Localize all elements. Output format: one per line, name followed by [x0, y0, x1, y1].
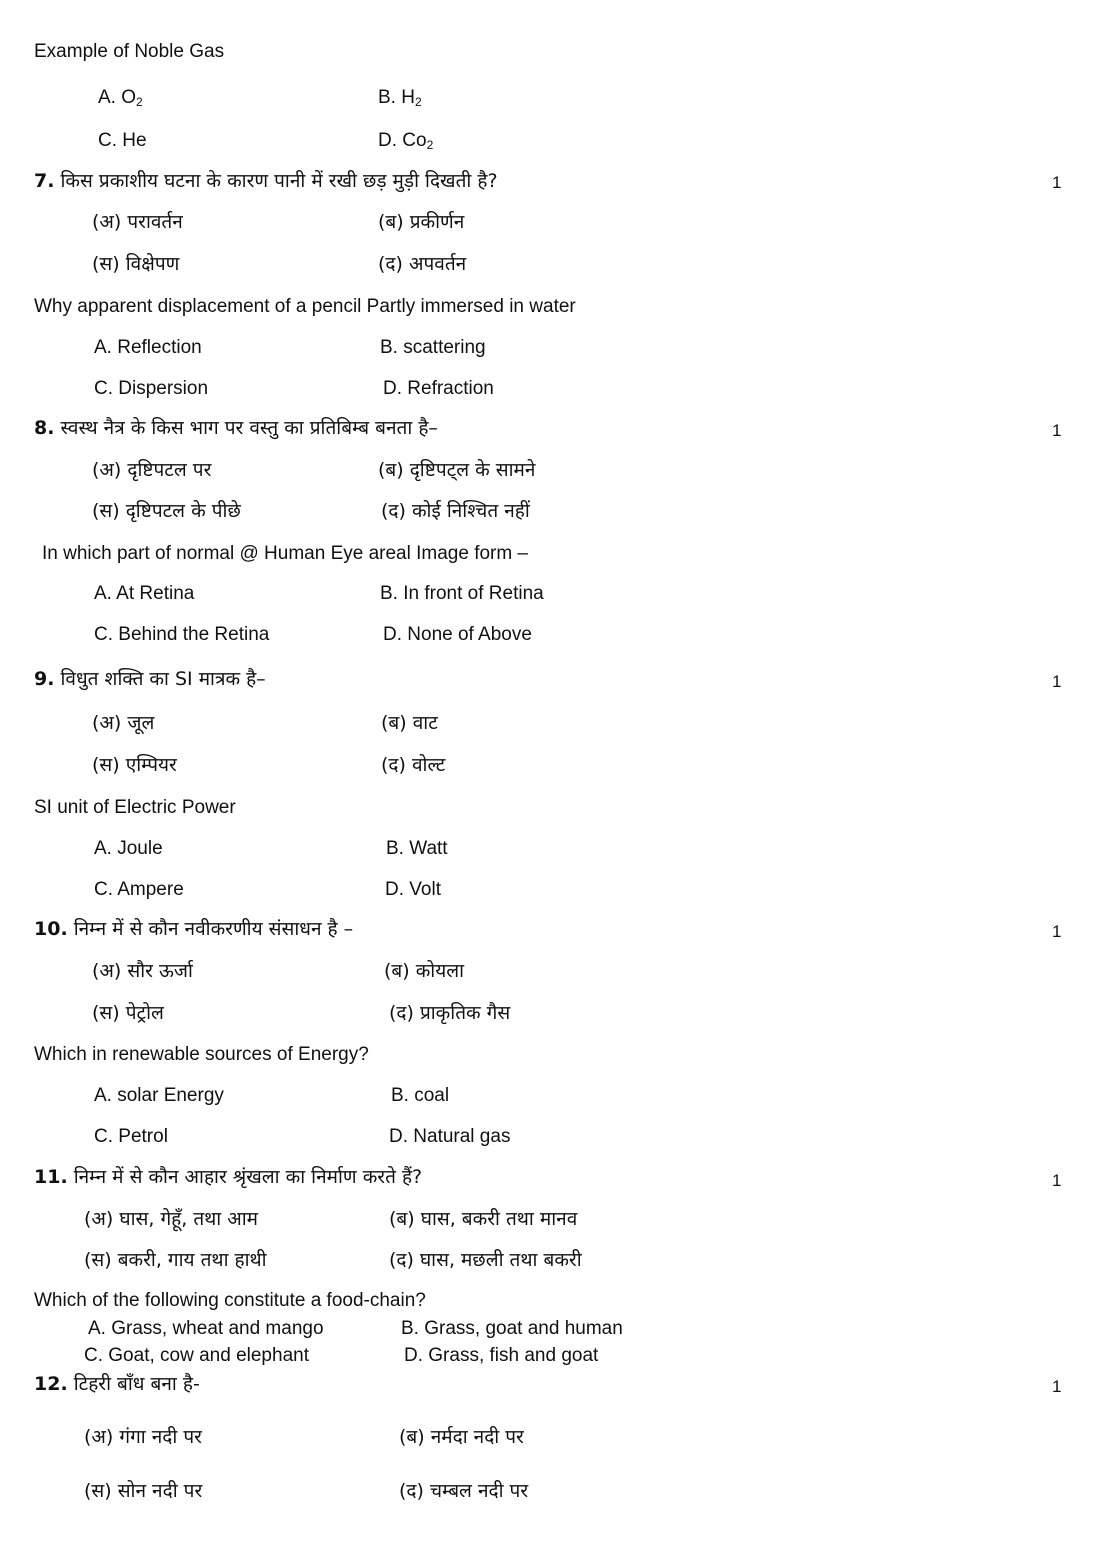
option-a: A. Grass, wheat and mango — [88, 1318, 324, 1339]
question-11-english: Which of the following constitute a food-chain? — [34, 1290, 426, 1311]
option-c: C. Petrol — [94, 1126, 168, 1147]
hindi-option-c: (स) एम्पियर — [92, 754, 177, 776]
option-a: A. At Retina — [94, 583, 195, 604]
hindi-option-c: (स) पेट्रोल — [92, 1002, 164, 1024]
question-7-english: Why apparent displacement of a pencil Partly immersed in water — [34, 296, 576, 317]
hindi-option-c: (स) सोन नदी पर — [84, 1480, 203, 1502]
option-b: B. coal — [391, 1085, 450, 1106]
option-d: D. Natural gas — [389, 1126, 511, 1147]
hindi-option-d: (द) चम्बल नदी पर — [399, 1480, 529, 1502]
option-c: C. Behind the Retina — [94, 624, 270, 645]
option-b: B. Grass, goat and human — [401, 1318, 623, 1339]
question-8-english: In which part of normal @ Human Eye areal Image form – — [42, 543, 529, 564]
option-d: D. Refraction — [383, 378, 494, 399]
question-10-english: Which in renewable sources of Energy? — [34, 1044, 369, 1065]
option-a: A. Joule — [94, 838, 163, 859]
option-b: B. Watt — [386, 838, 448, 859]
hindi-option-a: (अ) दृष्टिपटल पर — [92, 459, 212, 481]
question-6-english: Example of Noble Gas — [34, 41, 225, 62]
option-d: D. $Co_2$ — [378, 130, 434, 152]
option-d: D. Grass, fish and goat — [404, 1345, 599, 1366]
option-a: A. $O_2$ — [98, 87, 143, 109]
marks: 1 — [1052, 1377, 1062, 1396]
hindi-option-c: (स) बकरी, गाय तथा हाथी — [84, 1249, 267, 1271]
hindi-option-d: (द) घास, मछली तथा बकरी — [389, 1249, 582, 1271]
option-a: A. solar Energy — [94, 1085, 224, 1106]
hindi-option-c: (स) दृष्टिपटल के पीछे — [92, 500, 241, 522]
hindi-option-d: (द) कोई निश्चित नहीं — [381, 500, 530, 522]
option-b: B. $H_2$ — [378, 87, 422, 109]
option-a: A. Reflection — [94, 337, 202, 358]
hindi-option-d: (द) वोल्ट — [381, 754, 446, 776]
hindi-option-a: (अ) परावर्तन — [92, 211, 183, 233]
option-d: D. None of Above — [383, 624, 532, 645]
hindi-option-a: (अ) गंगा नदी पर — [84, 1426, 202, 1448]
question-7-hindi: 7. किस प्रकाशीय घटना के कारण पानी में रखी छड़ मुड़ी दिखती है? — [34, 170, 498, 192]
hindi-option-a: (अ) घास, गेहूँ, तथा आम — [84, 1208, 259, 1230]
option-b: B. In front of Retina — [380, 583, 544, 604]
marks: 1 — [1052, 672, 1062, 691]
hindi-option-b: (ब) कोयला — [384, 960, 465, 982]
hindi-option-a: (अ) सौर ऊर्जा — [92, 960, 193, 982]
option-c: C. He — [98, 130, 147, 151]
question-11-hindi: 11. निम्न में से कौन आहार श्रृंखला का निर्माण करते हैं? — [34, 1166, 423, 1188]
option-c: C. Goat, cow and elephant — [84, 1345, 309, 1366]
question-10-hindi: 10. निम्न में से कौन नवीकरणीय संसाधन है – — [34, 918, 354, 940]
question-12-hindi: 12. टिहरी बाँध बना है- — [34, 1373, 200, 1395]
hindi-option-a: (अ) जूल — [92, 712, 155, 734]
hindi-option-b: (ब) वाट — [381, 712, 438, 734]
marks: 1 — [1052, 421, 1062, 440]
marks: 1 — [1052, 1171, 1062, 1190]
option-c: C. Dispersion — [94, 378, 209, 399]
hindi-option-b: (ब) नर्मदा नदी पर — [399, 1426, 524, 1448]
hindi-option-c: (स) विक्षेपण — [92, 253, 180, 275]
question-8-hindi: 8. स्वस्थ नैत्र के किस भाग पर वस्तु का प्रतिबिम्ब बनता है– — [34, 417, 438, 439]
option-d: D. Volt — [385, 879, 441, 900]
option-b: B. scattering — [380, 337, 486, 358]
hindi-option-b: (ब) प्रकीर्णन — [378, 211, 465, 233]
hindi-option-b: (ब) घास, बकरी तथा मानव — [389, 1208, 578, 1230]
hindi-option-d: (द) प्राकृतिक गैस — [389, 1002, 511, 1024]
question-9-english: SI unit of Electric Power — [34, 797, 236, 818]
hindi-option-b: (ब) दृष्टिपट्ल के सामने — [378, 459, 536, 481]
question-9-hindi: 9. विधुत शक्ति का SI मात्रक है– — [34, 668, 266, 690]
option-c: C. Ampere — [94, 879, 184, 900]
hindi-option-d: (द) अपवर्तन — [378, 253, 467, 275]
marks: 1 — [1052, 173, 1062, 192]
marks: 1 — [1052, 922, 1062, 941]
